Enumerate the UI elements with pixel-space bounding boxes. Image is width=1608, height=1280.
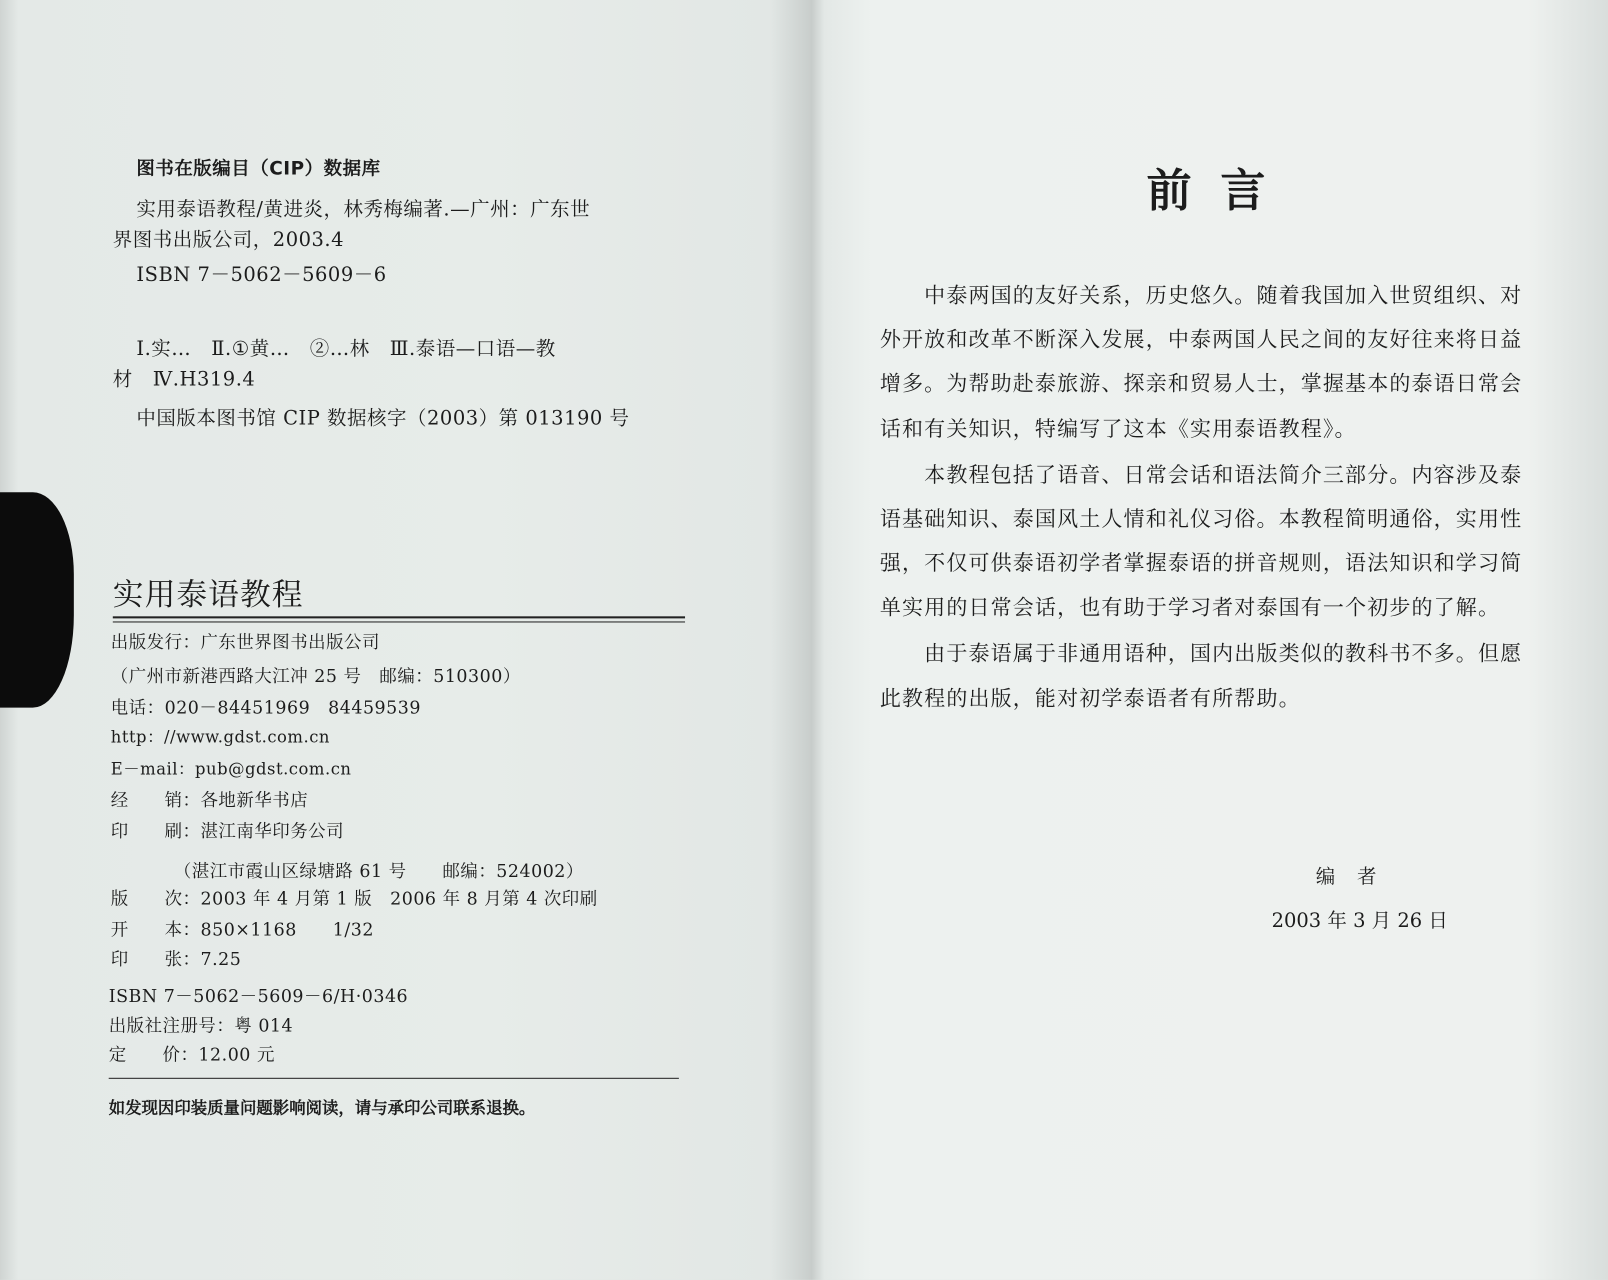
imprint-line: 开 本：850×1168 1/32 (110, 919, 374, 941)
paragraph-line: 语基础知识、泰国风土人情和礼仪习俗。本教程简明通俗，实用性 (879, 506, 1523, 532)
price: 定 价：12.00 元 (108, 1044, 275, 1066)
imprint-line: （湛江市霞山区绿塘路 61 号 邮编：524002） (110, 861, 584, 882)
classification-line: 材 Ⅳ.H319.4 (112, 368, 256, 391)
imprint-line: 版 次：2003 年 4 月第 1 版 2006 年 8 月第 4 次印刷 (110, 889, 598, 910)
imprint-line: 出版社注册号：粤 014 (108, 1016, 294, 1037)
imprint-line: 印 刷：湛江南华印务公司 (110, 821, 345, 842)
book-title: 实用泰语教程 (112, 577, 304, 614)
paragraph-line: 增多。为帮助赴泰旅游、探亲和贸易人士，掌握基本的泰语日常会 (879, 371, 1523, 396)
cip-line: ISBN 7－5062－5609－6 (136, 263, 387, 287)
imprint-line: 经 销：各地新华书店 (110, 790, 309, 812)
imprint-line: 出版发行：广东世界图书出版公司 (110, 632, 380, 654)
notice: 如发现因印装质量问题影响阅读，请与承印公司联系退换。 (108, 1098, 536, 1118)
imprint-line: ISBN 7－5062－5609－6/H·0346 (108, 986, 409, 1008)
cip-line: 界图书出版公司，2003.4 (112, 228, 345, 252)
paragraph-line: 此教程的出版，能对初学泰语者有所帮助。 (879, 686, 1301, 711)
cip-line: 实用泰语教程/黄进炎，林秀梅编著.—广州：广东世 (136, 197, 591, 221)
signature: 编 者 (1315, 865, 1378, 889)
paragraph-line: 强，不仅可供泰语初学者掌握泰语的拼音规则，语法知识和学习简 (879, 550, 1523, 576)
title-rule (113, 616, 685, 618)
cip-title: 图书在版编目（CIP）数据库 (136, 157, 381, 180)
classification-line: Ⅰ.实… Ⅱ.①黄… ②…林 Ⅲ.泰语—口语—教 (136, 337, 556, 360)
imprint-line: （广州市新港西路大江冲 25 号 邮编：510300） (110, 666, 521, 688)
paragraph-line: 话和有关知识，特编写了这本《实用泰语教程》。 (879, 416, 1357, 441)
paragraph-line: 中泰两国的友好关系，历史悠久。随着我国加入世贸组织、对 (879, 283, 1523, 308)
scan-shadow (0, 492, 74, 707)
preface-heading: 前言 (1146, 165, 1295, 218)
notice-rule (109, 1078, 679, 1079)
paragraph-line: 由于泰语属于非通用语种，国内出版类似的教科书不多。但愿 (879, 640, 1523, 666)
preface-date: 2003 年 3 月 26 日 (1271, 909, 1448, 933)
paragraph-line: 本教程包括了语音、日常会话和语法简介三部分。内容涉及泰 (879, 462, 1523, 488)
classification-line: 中国版本图书馆 CIP 数据核字（2003）第 013190 号 (136, 407, 630, 430)
paragraph-line: 单实用的日常会话，也有助于学习者对泰国有一个初步的了解。 (879, 594, 1501, 620)
title-rule (113, 621, 685, 622)
website: http：//www.gdst.com.cn (110, 727, 331, 747)
email: E－mail：pub@gdst.com.cn (110, 758, 352, 779)
imprint-line: 印 张：7.25 (110, 949, 242, 971)
paragraph-line: 外开放和改革不断深入发展，中泰两国人民之间的友好往来将日益 (879, 327, 1523, 352)
imprint-line: 电话：020－84451969 84459539 (110, 698, 421, 719)
